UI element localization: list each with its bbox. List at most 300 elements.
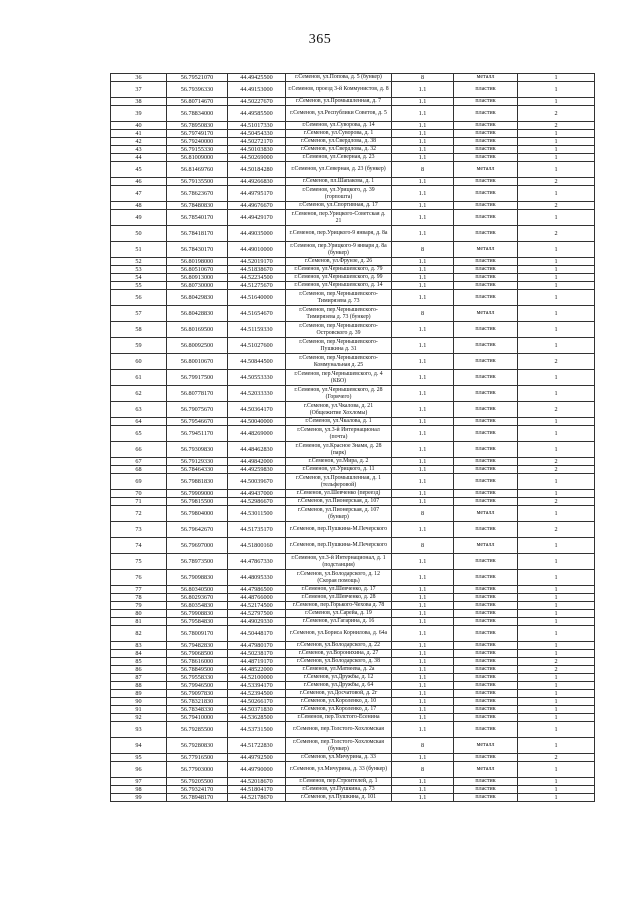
container-count-cell: 1	[518, 714, 595, 722]
address-cell: г.Семенов, ул.3-й Интернационал, д. 1 (подстанция)	[286, 554, 392, 570]
address-cell: г.Семенов, пер.Чернышевского-Коммунальная д. 25	[286, 354, 392, 370]
row-number-cell: 44	[111, 154, 167, 162]
container-volume-cell: 1.1	[392, 138, 454, 146]
latitude-cell: 56.79749170	[167, 130, 228, 138]
container-volume-cell: 1.1	[392, 722, 454, 738]
container-count-cell: 1	[518, 602, 595, 610]
row-number-cell: 89	[111, 690, 167, 698]
container-material-cell: пластик	[454, 82, 518, 98]
container-material-cell: пластик	[454, 442, 518, 458]
container-volume-cell: 1.1	[392, 682, 454, 690]
container-volume-cell: 1.1	[392, 386, 454, 402]
container-volume-cell: 8	[392, 762, 454, 778]
longitude-cell: 44.49259830	[228, 466, 286, 474]
container-count-cell: 1	[518, 146, 595, 154]
container-count-cell: 1	[518, 610, 595, 618]
longitude-cell: 44.48462830	[228, 442, 286, 458]
container-volume-cell: 1.1	[392, 338, 454, 354]
container-volume-cell: 8	[392, 506, 454, 522]
container-material-cell: металл	[454, 538, 518, 554]
latitude-cell: 56.81009000	[167, 154, 228, 162]
row-number-cell: 60	[111, 354, 167, 370]
longitude-cell: 44.49035000	[228, 226, 286, 242]
table-row	[111, 738, 595, 754]
row-number-cell: 80	[111, 610, 167, 618]
table-row	[111, 442, 595, 458]
row-number-cell: 66	[111, 442, 167, 458]
container-material-cell: пластик	[454, 186, 518, 202]
latitude-cell: 56.80354830	[167, 602, 228, 610]
container-volume-cell: 1.1	[392, 610, 454, 618]
container-volume-cell: 1.1	[392, 98, 454, 106]
row-number-cell: 42	[111, 138, 167, 146]
latitude-cell: 56.79097830	[167, 690, 228, 698]
row-number-cell: 78	[111, 594, 167, 602]
container-material-cell: пластик	[454, 786, 518, 794]
container-material-cell: пластик	[454, 282, 518, 290]
container-material-cell: металл	[454, 306, 518, 322]
row-number-cell: 83	[111, 642, 167, 650]
latitude-cell: 56.79098830	[167, 570, 228, 586]
container-count-cell: 2	[518, 122, 595, 130]
container-volume-cell: 1.1	[392, 474, 454, 490]
container-count-cell: 2	[518, 402, 595, 418]
address-cell: г.Семенов, ул.Шевченко (переезд)	[286, 490, 392, 498]
row-number-cell: 59	[111, 338, 167, 354]
address-cell: г.Семенов, ул.Спортивная, д. 17	[286, 202, 392, 210]
container-volume-cell: 1.1	[392, 642, 454, 650]
container-count-cell: 1	[518, 290, 595, 306]
latitude-cell: 56.80293670	[167, 594, 228, 602]
row-number-cell: 86	[111, 666, 167, 674]
row-number-cell: 36	[111, 74, 167, 82]
address-cell: г.Семенов, ул.Мичурина, д. 33	[286, 754, 392, 762]
latitude-cell: 56.78464330	[167, 466, 228, 474]
container-material-cell: пластик	[454, 458, 518, 466]
table-row	[111, 402, 595, 418]
container-count-cell: 2	[518, 522, 595, 538]
row-number-cell: 98	[111, 786, 167, 794]
table-row	[111, 698, 595, 706]
address-cell: г.Семенов, ул.Урицкого, д. 39 (горпошта)	[286, 186, 392, 202]
table-row	[111, 186, 595, 202]
address-cell: г.Семенов, ул.Чернышевского, д. 28 (Горячего)	[286, 386, 392, 402]
container-volume-cell: 8	[392, 738, 454, 754]
address-cell: г.Семенов, ул.Чернышевского, д. 79	[286, 266, 392, 274]
address-cell: г.Семенов, ул.Сарейа, д. 19	[286, 610, 392, 618]
row-number-cell: 63	[111, 402, 167, 418]
longitude-cell: 44.50266170	[228, 698, 286, 706]
longitude-cell: 44.49266830	[228, 178, 286, 186]
latitude-cell: 56.78950830	[167, 122, 228, 130]
container-volume-cell: 1.1	[392, 122, 454, 130]
latitude-cell: 56.79946500	[167, 682, 228, 690]
latitude-cell: 56.79584830	[167, 618, 228, 626]
latitude-cell: 56.80730000	[167, 282, 228, 290]
row-number-cell: 57	[111, 306, 167, 322]
address-cell: г.Семенов, пер.Чернышевского-Тимирязева д. 73	[286, 290, 392, 306]
container-material-cell: пластик	[454, 522, 518, 538]
latitude-cell: 56.79324170	[167, 786, 228, 794]
address-cell: г.Семенов, ул.Пионерская, д. 107 (бункер)	[286, 506, 392, 522]
row-number-cell: 38	[111, 98, 167, 106]
address-cell: г.Семенов, ул.Промышленная, д. 7	[286, 98, 392, 106]
container-material-cell: пластик	[454, 658, 518, 666]
container-volume-cell: 1.1	[392, 690, 454, 698]
latitude-cell: 56.79129330	[167, 458, 228, 466]
longitude-cell: 44.49842000	[228, 458, 286, 466]
latitude-cell: 56.79815500	[167, 498, 228, 506]
row-number-cell: 56	[111, 290, 167, 306]
container-volume-cell: 1.1	[392, 466, 454, 474]
address-cell: г.Семенов, ул.Чернышевского, д. 99	[286, 274, 392, 282]
container-material-cell: пластик	[454, 122, 518, 130]
address-cell: г.Семенов, пл.Шапакова, д. 1	[286, 178, 392, 186]
table-row	[111, 498, 595, 506]
longitude-cell: 44.48095330	[228, 570, 286, 586]
address-cell: г.Семенов, пер.Толстого-Хохломская (бункер)	[286, 738, 392, 754]
address-cell: г.Семенов, ул.Досчатовой, д. 2г	[286, 690, 392, 698]
container-count-cell: 1	[518, 370, 595, 386]
container-material-cell: пластик	[454, 706, 518, 714]
container-volume-cell: 1.1	[392, 442, 454, 458]
latitude-cell: 56.78418170	[167, 226, 228, 242]
container-volume-cell: 1.1	[392, 778, 454, 786]
container-material-cell: пластик	[454, 202, 518, 210]
container-material-cell: металл	[454, 162, 518, 178]
latitude-cell: 56.79482830	[167, 642, 228, 650]
address-cell: г.Семенов, пер.Чернышевского-Тимирязева д. 73 (бункер)	[286, 306, 392, 322]
latitude-cell: 56.79396330	[167, 82, 228, 98]
longitude-cell: 44.48719170	[228, 658, 286, 666]
row-number-cell: 39	[111, 106, 167, 122]
row-number-cell: 77	[111, 586, 167, 594]
container-volume-cell: 1.1	[392, 698, 454, 706]
address-cell: г.Семенов, ул.Республики Советов, д. 5	[286, 106, 392, 122]
table-row	[111, 706, 595, 714]
table-row	[111, 258, 595, 266]
table-row	[111, 722, 595, 738]
address-cell: г.Семенов, ул.Суворова, д. 14	[286, 122, 392, 130]
container-material-cell: пластик	[454, 258, 518, 266]
container-volume-cell: 1.1	[392, 154, 454, 162]
container-material-cell: пластик	[454, 690, 518, 698]
container-volume-cell: 1.1	[392, 354, 454, 370]
row-number-cell: 64	[111, 418, 167, 426]
latitude-cell: 56.79205500	[167, 778, 228, 786]
container-volume-cell: 1.1	[392, 226, 454, 242]
address-cell: г.Семенов, ул.Промышленная, д. 1 (тельферовой)	[286, 474, 392, 490]
container-count-cell: 1	[518, 778, 595, 786]
container-volume-cell: 8	[392, 74, 454, 82]
row-number-cell: 50	[111, 226, 167, 242]
address-cell: г.Семенов, ул.Шевченко, д. 17	[286, 586, 392, 594]
row-number-cell: 46	[111, 178, 167, 186]
container-material-cell: пластик	[454, 130, 518, 138]
address-cell: г.Семенов, ул.Свердлова, д. 38	[286, 138, 392, 146]
container-material-cell: пластик	[454, 210, 518, 226]
container-material-cell: пластик	[454, 602, 518, 610]
address-cell: г.Семенов, ул.Пушкина, д. 101	[286, 794, 392, 802]
latitude-cell: 56.79285500	[167, 722, 228, 738]
table-row	[111, 554, 595, 570]
container-volume-cell: 1.1	[392, 674, 454, 682]
container-count-cell: 1	[518, 554, 595, 570]
latitude-cell: 56.79521070	[167, 74, 228, 82]
row-number-cell: 69	[111, 474, 167, 490]
latitude-cell: 56.79068500	[167, 650, 228, 658]
latitude-cell: 56.79135500	[167, 178, 228, 186]
container-volume-cell: 8	[392, 538, 454, 554]
container-volume-cell: 1.1	[392, 178, 454, 186]
table-row	[111, 306, 595, 322]
container-volume-cell: 1.1	[392, 322, 454, 338]
row-number-cell: 51	[111, 242, 167, 258]
longitude-cell: 44.50364170	[228, 402, 286, 418]
address-cell: г.Семенов, ул.Чернышевского, д. 14	[286, 282, 392, 290]
container-volume-cell: 1.1	[392, 786, 454, 794]
container-count-cell: 2	[518, 202, 595, 210]
address-cell: г.Семенов, ул.Короленко, д. 10	[286, 698, 392, 706]
row-number-cell: 75	[111, 554, 167, 570]
latitude-cell: 56.79451170	[167, 426, 228, 442]
address-cell: г.Семенов, пер.Строителей, д. 1	[286, 778, 392, 786]
container-volume-cell: 1.1	[392, 426, 454, 442]
container-material-cell: пластик	[454, 794, 518, 802]
table-row	[111, 666, 595, 674]
container-volume-cell: 1.1	[392, 490, 454, 498]
row-number-cell: 52	[111, 258, 167, 266]
row-number-cell: 91	[111, 706, 167, 714]
longitude-cell: 44.47986500	[228, 586, 286, 594]
table-row	[111, 794, 595, 802]
table-row	[111, 762, 595, 778]
latitude-cell: 56.81469760	[167, 162, 228, 178]
container-material-cell: пластик	[454, 290, 518, 306]
container-volume-cell: 1.1	[392, 594, 454, 602]
table-row	[111, 210, 595, 226]
row-number-cell: 87	[111, 674, 167, 682]
table-row	[111, 714, 595, 722]
container-volume-cell: 1.1	[392, 602, 454, 610]
table-row	[111, 426, 595, 442]
latitude-cell: 56.79908830	[167, 610, 228, 618]
address-cell: г.Семенов, ул.Фрунзе, д. 26	[286, 258, 392, 266]
table-row	[111, 162, 595, 178]
container-volume-cell: 1.1	[392, 650, 454, 658]
container-material-cell: пластик	[454, 626, 518, 642]
table-row	[111, 490, 595, 498]
container-count-cell: 1	[518, 690, 595, 698]
container-count-cell: 2	[518, 466, 595, 474]
latitude-cell: 56.79280830	[167, 738, 228, 754]
latitude-cell: 56.78948170	[167, 794, 228, 802]
table-row	[111, 290, 595, 306]
row-number-cell: 65	[111, 426, 167, 442]
container-count-cell: 1	[518, 154, 595, 162]
container-material-cell: металл	[454, 738, 518, 754]
address-cell: г.Семенов, проезд 3-й Коммунистов, д. 8	[286, 82, 392, 98]
container-count-cell: 1	[518, 538, 595, 554]
table-body	[111, 74, 595, 802]
row-number-cell: 76	[111, 570, 167, 586]
latitude-cell: 56.78321830	[167, 698, 228, 706]
row-number-cell: 72	[111, 506, 167, 522]
table-row	[111, 98, 595, 106]
longitude-cell: 44.52174500	[228, 602, 286, 610]
container-material-cell: пластик	[454, 386, 518, 402]
container-count-cell: 1	[518, 282, 595, 290]
latitude-cell: 56.80714670	[167, 98, 228, 106]
container-material-cell: пластик	[454, 594, 518, 602]
longitude-cell: 44.50269000	[228, 154, 286, 162]
row-number-cell: 53	[111, 266, 167, 274]
longitude-cell: 44.47980170	[228, 642, 286, 650]
address-cell: г.Семенов, ул.Дружбы, д. 64	[286, 682, 392, 690]
table-row	[111, 202, 595, 210]
container-count-cell: 2	[518, 498, 595, 506]
container-volume-cell: 1.1	[392, 130, 454, 138]
table-row	[111, 466, 595, 474]
container-count-cell: 1	[518, 762, 595, 778]
container-sites-table	[110, 73, 595, 802]
row-number-cell: 45	[111, 162, 167, 178]
latitude-cell: 56.79804000	[167, 506, 228, 522]
row-number-cell: 68	[111, 466, 167, 474]
container-volume-cell: 1.1	[392, 498, 454, 506]
container-material-cell: пластик	[454, 674, 518, 682]
table-row	[111, 74, 595, 82]
latitude-cell: 56.80010670	[167, 354, 228, 370]
container-volume-cell: 1.1	[392, 458, 454, 466]
latitude-cell: 56.80913000	[167, 274, 228, 282]
table-row	[111, 154, 595, 162]
latitude-cell: 56.78540170	[167, 210, 228, 226]
address-cell: г.Семенов, ул.Попова, д. 5 (бункер)	[286, 74, 392, 82]
container-material-cell: пластик	[454, 698, 518, 706]
longitude-cell: 44.49429170	[228, 210, 286, 226]
longitude-cell: 44.49425500	[228, 74, 286, 82]
container-material-cell: пластик	[454, 610, 518, 618]
container-count-cell: 1	[518, 242, 595, 258]
container-material-cell: пластик	[454, 466, 518, 474]
latitude-cell: 56.79697000	[167, 538, 228, 554]
container-material-cell: пластик	[454, 370, 518, 386]
table-row	[111, 122, 595, 130]
container-count-cell: 1	[518, 258, 595, 266]
latitude-cell: 56.79410000	[167, 714, 228, 722]
container-count-cell: 1	[518, 138, 595, 146]
container-count-cell: 1	[518, 794, 595, 802]
latitude-cell: 56.79075670	[167, 402, 228, 418]
container-volume-cell: 1.1	[392, 618, 454, 626]
container-count-cell: 1	[518, 570, 595, 586]
address-cell: г.Семенов, ул.Короленко, д. 17	[286, 706, 392, 714]
longitude-cell: 44.51804170	[228, 786, 286, 794]
row-number-cell: 58	[111, 322, 167, 338]
row-number-cell: 95	[111, 754, 167, 762]
table-row	[111, 282, 595, 290]
container-material-cell: пластик	[454, 98, 518, 106]
address-cell: г.Семенов, пер.Толстого-Есенина	[286, 714, 392, 722]
latitude-cell: 56.79881830	[167, 474, 228, 490]
row-number-cell: 82	[111, 626, 167, 642]
longitude-cell: 44.51722830	[228, 738, 286, 754]
latitude-cell: 56.78348330	[167, 706, 228, 714]
table-row	[111, 602, 595, 610]
container-count-cell: 1	[518, 722, 595, 738]
address-cell: г.Семенов, пер.Урицкого-Советская д. 21	[286, 210, 392, 226]
longitude-cell: 44.50238170	[228, 650, 286, 658]
container-count-cell: 1	[518, 98, 595, 106]
container-material-cell: пластик	[454, 498, 518, 506]
latitude-cell: 56.78009170	[167, 626, 228, 642]
table-row	[111, 458, 595, 466]
longitude-cell: 44.47867330	[228, 554, 286, 570]
latitude-cell: 56.80429830	[167, 290, 228, 306]
container-count-cell: 1	[518, 706, 595, 714]
address-cell: г.Семенов, ул.Володарского, д. 22	[286, 642, 392, 650]
longitude-cell: 44.50040000	[228, 418, 286, 426]
table-row	[111, 418, 595, 426]
container-volume-cell: 1.1	[392, 666, 454, 674]
page-number: 365	[308, 32, 332, 47]
container-material-cell: пластик	[454, 666, 518, 674]
longitude-cell: 44.51800160	[228, 538, 286, 554]
container-count-cell: 1	[518, 74, 595, 82]
row-number-cell: 88	[111, 682, 167, 690]
table-row	[111, 226, 595, 242]
container-material-cell: пластик	[454, 338, 518, 354]
container-material-cell: пластик	[454, 106, 518, 122]
address-cell: г.Семенов, пер.Урицкого-9 января, д. 8а	[286, 226, 392, 242]
longitude-cell: 44.50184280	[228, 162, 286, 178]
container-count-cell: 1	[518, 738, 595, 754]
row-number-cell: 99	[111, 794, 167, 802]
container-material-cell: пластик	[454, 146, 518, 154]
address-cell: г.Семенов, ул.Северная, д. 23	[286, 154, 392, 162]
container-count-cell: 1	[518, 418, 595, 426]
row-number-cell: 96	[111, 762, 167, 778]
latitude-cell: 56.78430170	[167, 242, 228, 258]
container-material-cell: пластик	[454, 402, 518, 418]
container-count-cell: 1	[518, 490, 595, 498]
address-cell: г.Семенов, пер.Пушкина-М.Печерского	[286, 522, 392, 538]
address-cell: г.Семенов, ул.Пушкина, д. 73	[286, 786, 392, 794]
longitude-cell: 44.52797500	[228, 610, 286, 618]
container-material-cell: пластик	[454, 586, 518, 594]
longitude-cell: 44.52394500	[228, 690, 286, 698]
latitude-cell: 56.79917500	[167, 370, 228, 386]
container-volume-cell: 1.1	[392, 290, 454, 306]
row-number-cell: 49	[111, 210, 167, 226]
container-volume-cell: 1.1	[392, 418, 454, 426]
container-count-cell: 1	[518, 474, 595, 490]
container-material-cell: пластик	[454, 426, 518, 442]
longitude-cell: 44.51640000	[228, 290, 286, 306]
table-row	[111, 266, 595, 274]
container-material-cell: пластик	[454, 266, 518, 274]
row-number-cell: 43	[111, 146, 167, 154]
container-material-cell: пластик	[454, 354, 518, 370]
container-count-cell: 2	[518, 226, 595, 242]
container-count-cell: 1	[518, 266, 595, 274]
longitude-cell: 44.52019170	[228, 258, 286, 266]
container-volume-cell: 1.1	[392, 210, 454, 226]
row-number-cell: 55	[111, 282, 167, 290]
address-cell: г.Семенов, ул.Гагарина, д. 16	[286, 618, 392, 626]
longitude-cell: 44.52986670	[228, 498, 286, 506]
